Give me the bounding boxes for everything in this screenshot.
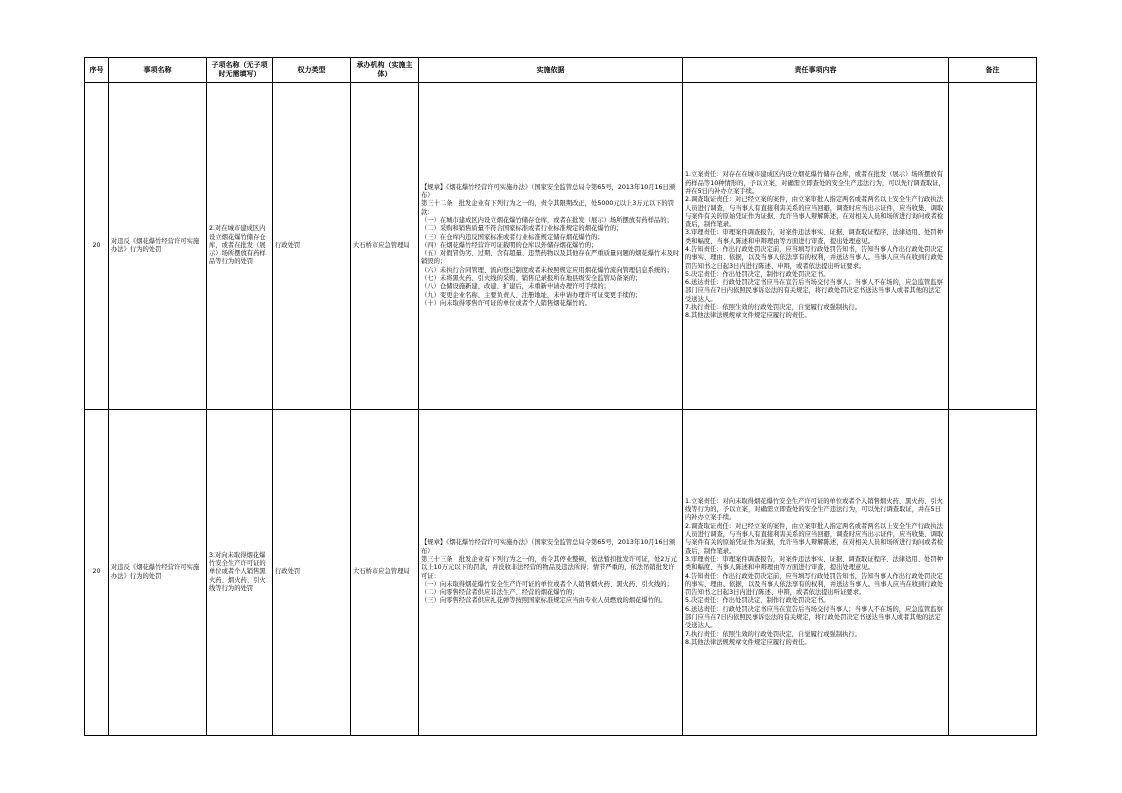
cell-item-name: 对违反《烟花爆竹经营许可实施办法》行为的处罚 <box>109 410 207 736</box>
responsibility-line: 7.执行责任：依照生效的行政处罚决定，自觉履行或强制执行。 <box>685 630 862 638</box>
cell-subitem-name: 3.对向未取得烟花爆竹安全生产许可证的单位或者个人销售黑火药、烟火药、引火线等行为的处罚 <box>207 410 273 736</box>
responsibility-line: 3.审理责任：审理案件调查报告，对案件违法事实、证据、调查取证程序、法律适用、处罚种类和幅度、当事人陈述和申辩理由等方面进行审查，提出处理意见。 <box>685 229 943 245</box>
basis-line: （九）变更企业名称、主要负责人、注册地址，未申请办理许可证变更手续的； <box>421 291 642 299</box>
basis-line: （三）向零售经营者供应礼花弹等按照国家标准规定应当由专业人员燃放的烟花爆竹的。 <box>421 597 667 605</box>
responsibility-line: 7.执行责任：依照生效的行政处罚决定，自觉履行或强制执行。 <box>685 304 862 312</box>
basis-line: 【规章】《烟花爆竹经营许可实施办法》（国家安全监管总局令第65号，2013年10月16日颁布） <box>421 183 676 200</box>
cell-seq: 20 <box>85 410 109 736</box>
cell-responsibility <box>683 83 949 410</box>
cell-basis <box>419 410 683 736</box>
cell-agency: 大石桥市应急管理局 <box>351 83 419 410</box>
basis-line: 【规章】《烟花爆竹经营许可实施办法》（国家安全监管总局令第65号，2013年10月16日颁布） <box>421 539 676 555</box>
responsibility-line: 8.其他法律法规规章文件规定应履行的责任。 <box>685 312 811 320</box>
responsibility-line: 4.告知责任：作出行政处罚决定前，应当填写行政处罚告知书，告知当事人作出行政处罚决定的事实、理由、依据，以及当事人依法享有的权利，并送达当事人。当事人应当在收到行政处罚告知书之日起3日内进行陈述、申辩，或者依法提出听证要求。 <box>685 246 944 270</box>
responsibility-line: 5.决定责任：作出处罚决定，制作行政处罚决定书。 <box>685 597 830 605</box>
cell-responsibility <box>683 410 949 736</box>
responsibility-line: 4.告知责任：作出行政处罚决定前，应当填写行政处罚告知书，告知当事人作出行政处罚决定的事实、理由、依据，以及当事人依法享有的权利，并送达当事人。当事人应当在收到行政处罚告知书之日起3日内进行陈述、申辩，或者依法提出听证要求。 <box>685 572 944 597</box>
responsibility-line: 2.调查取证责任：对已经立案的案件，由立案审批人指定两名或者两名以上安全生产行政执法人员进行调查，与当事人有直接利害关系的应当回避，调查时应当出示证件，应当收集、调取与案件有关的原始凭证作为证据，允许当事人辩解陈述，在对相关人员和场所进行询问或者检查后，制作笔录。 <box>685 196 944 229</box>
header-remarks: 备注 <box>949 58 1037 83</box>
table-header-row <box>85 58 1037 83</box>
header-seq: 序号 <box>85 58 109 83</box>
cell-remarks <box>949 83 1037 410</box>
basis-line: （二）采购和销售质量不符合国家标准或者行业标准规定的烟花爆竹的； <box>421 225 623 233</box>
cell-basis <box>419 83 683 410</box>
cell-seq: 20 <box>85 83 109 410</box>
header-subitem-name: 子项名称（无子项时无需填写） <box>207 58 273 83</box>
responsibility-line: 8.其他法律法规规章文件规定应履行的责任。 <box>685 638 811 646</box>
basis-line: （三）在仓库内违反国家标准或者行业标准规定储存烟花爆竹的； <box>421 233 604 241</box>
basis-line: （一）向未取得烟花爆竹安全生产许可证的单位或者个人销售烟火药、黑火药、引火线的； <box>421 580 673 588</box>
basis-line: 第三十二条 批发企业有下列行为之一的，责令其限期改正，处5000元以上3万元以下的罚款： <box>421 200 675 216</box>
cell-power-type: 行政处罚 <box>273 410 351 736</box>
basis-line: （六）未执行合同管理、流向登记制度或者未按照规定应用烟花爆竹流向管理信息系统的； <box>421 266 673 274</box>
table-row <box>85 410 1037 736</box>
basis-line: （四）在烟花爆竹经营许可证载明的仓库以外储存烟花爆竹的； <box>421 241 598 249</box>
cell-agency: 大石桥市应急管理局 <box>351 410 419 736</box>
cell-remarks <box>949 410 1037 736</box>
responsibility-line: 1.立案责任：对存在在城市建成区内设立烟花爆竹储存仓库，或者在批发（展示）场所摆放有药样品等10种情形的，予以立案，对确需立即查处的安全生产违法行为，可以先行调查取证，并在5日内补办立案手续。 <box>685 171 945 195</box>
basis-line: 第三十三条 批发企业有下列行为之一的，责令其停业整顿，依法暂扣批发许可证，处2万元以上10万元以下的罚款，并没收非法经营的物品及违法所得；情节严重的，依法吊销批发许可证： <box>421 555 677 580</box>
header-responsibility: 责任事项内容 <box>683 58 949 83</box>
cell-power-type: 行政处罚 <box>273 83 351 410</box>
cell-subitem-name: 2.对在城市建成区内设立烟花爆竹储存仓库，或者在批发（展示）场所摆放有药样品等行为的处罚 <box>207 83 273 410</box>
header-agency: 承办机构（实施主体） <box>351 58 419 83</box>
basis-line: （八）仓储设施新建、改建、扩建后，未重新申请办理许可手续的； <box>421 283 610 291</box>
responsibility-line: 3.审理责任：审理案件调查报告，对案件违法事实、证据、调查取证程序、法律适用、处罚种类和幅度、当事人陈述和申辩理由等方面进行审查，提出处理意见。 <box>685 555 943 572</box>
table-row <box>85 83 1037 410</box>
basis-line: （七）未将黑火药、引火线的采购、销售记录报所在地县级安全监管局备案的； <box>421 275 642 283</box>
responsibility-line: 5.决定责任：作出处罚决定，制作行政处罚决定书。 <box>685 270 830 278</box>
basis-line: （五）对假冒伪劣、过期、含有超量、违禁药物以及其他存在严重质量问题的烟花爆竹未及时销毁的； <box>421 250 680 266</box>
basis-line: （十）向未取得零售许可证的单位或者个人销售烟花爆竹的。 <box>421 299 592 307</box>
header-power-type: 权力类型 <box>273 58 351 83</box>
responsibility-line: 1.立案责任：对向未取得烟花爆竹安全生产许可证的单位或者个人销售烟火药、黑火药、引火线等行为的，予以立案，对确需立即查处的安全生产违法行为，可以先行调查取证，并在5日内补办立案手续。 <box>685 497 943 522</box>
basis-line: （一）在城市建成区内设立烟花爆竹储存仓库，或者在批发（展示）场所摆放有药样品的； <box>421 216 673 224</box>
cell-item-name: 对违反《烟花爆竹经营许可实施办法》行为的处罚 <box>109 83 207 410</box>
basis-line: （二）向零售经营者供应非法生产、经营的烟花爆竹的； <box>421 589 579 597</box>
responsibility-line: 6.送达责任：行政处罚决定书应当在宣告后当场交付当事人；当事人不在场的，应急监管监察部门应当在7日内依照民事诉讼法的有关规定，将行政处罚决定书送达当事人或者其他的法定受送达人。 <box>685 605 943 630</box>
header-item-name: 事项名称 <box>109 58 207 83</box>
responsibility-line: 6.送达责任：行政处罚决定书应当在宣告后当场交付当事人；当事人不在场的，应急监管监察部门应当在7日内依照民事诉讼法的有关规定，将行政处罚决定书送达当事人或者其他的法定受送达人。 <box>685 279 943 303</box>
power-list-table <box>84 57 1037 736</box>
header-basis: 实施依据 <box>419 58 683 83</box>
responsibility-line: 2.调查取证责任：对已经立案的案件，由立案审批人指定两名或者两名以上安全生产行政执法人员进行调查，与当事人有直接利害关系的应当回避，调查时应当出示证件，应当收集、调取与案件有关的原始凭证作为证据，允许当事人辩解陈述，在对相关人员和场所进行询问或者检查后，制作笔录。 <box>685 522 944 555</box>
